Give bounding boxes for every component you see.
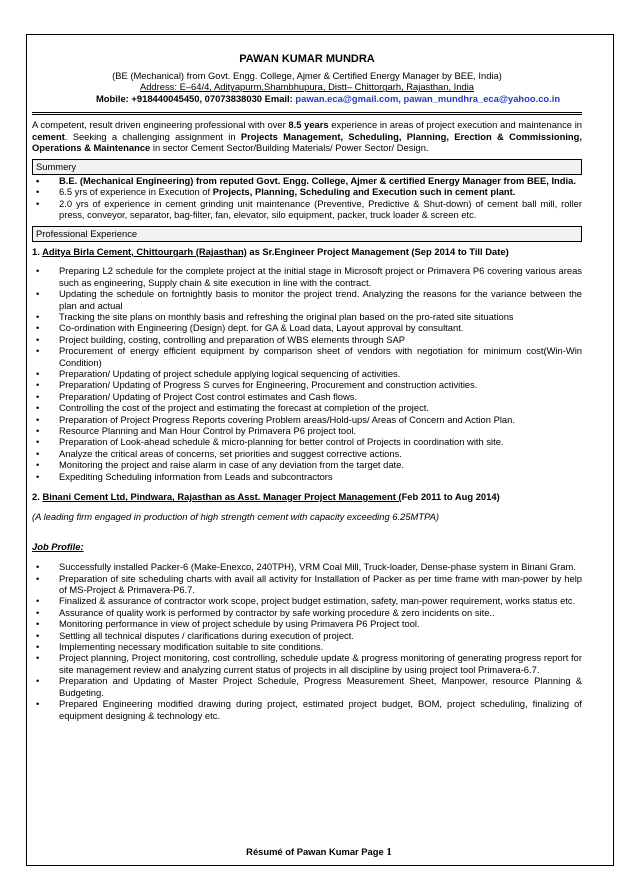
- job2-item: • Preparation of site scheduling charts with avail all activity for Installation of Packer as per time frame with man-power by help of MS-Project & Primavera-P6.7.: [32, 573, 582, 596]
- job1-number: 1.: [32, 245, 43, 257]
- objective-text-4: in sector Cement Sector/Building Materials/ Power Sector/ Design.: [150, 142, 429, 154]
- page-number: 1: [386, 846, 392, 858]
- job1-item: • Resource Planning and Man Hour Control by Primavera P6 project tool.: [32, 425, 582, 436]
- summary-item-text: 6.5 yrs of experience in Execution of: [59, 186, 213, 198]
- header-divider: [32, 112, 582, 115]
- job1-item: • Project building, costing, controlling and preparation of WBS elements through SAP: [32, 334, 582, 345]
- job1-item: • Updating the schedule on fortnightly basis to monitor the project trend. Analyzing the reasons for the variance between the plan and actual: [32, 288, 582, 311]
- objective-years: 8.5 years: [288, 119, 329, 131]
- job2-list: [32, 561, 582, 721]
- job1-item: • Preparation/ Updating of Project Cost control estimates and Cash flows.: [32, 391, 582, 402]
- page-footer: [0, 846, 638, 858]
- experience-heading: Professional Experience: [32, 226, 582, 241]
- contact-phone: Mobile: +918440045450, 07073838030 Email:: [96, 92, 296, 104]
- job2-number: 2.: [32, 491, 43, 502]
- job2-tagline: (A leading firm engaged in production of high strength cement with capacity exceeding 6.25MTPA): [32, 511, 439, 523]
- footer-label: Résumé of Pawan Kumar Page: [246, 846, 387, 857]
- job1-item: • Monitoring the project and raise alarm in case of any deviation from the target date.: [32, 459, 582, 470]
- job1-item: • Co-ordination with Engineering (Design) dept. for GA & Load data, Layout approval by consultant.: [32, 322, 582, 333]
- job2-item: • Implementing necessary modification suitable to site conditions.: [32, 641, 582, 652]
- job2-item: • Monitoring performance in view of project schedule by using Primavera P6 Project tool.: [32, 618, 582, 629]
- summary-list: [32, 175, 582, 221]
- job1-item: • Procurement of energy efficient equipment by comparison sheet of vendors with negotiation for minimum cost(Win-Win Condition): [32, 345, 582, 368]
- job1-item: • Controlling the cost of the project and estimating the forecast at completion of the project.: [32, 402, 582, 413]
- job2-title: [32, 491, 582, 502]
- job2-company: Binani Cement Ltd, Pindwara, Rajasthan as Asst. Manager Project Management (: [42, 491, 402, 502]
- objective-text-2: experience in areas of project execution and maintenance in: [328, 119, 582, 131]
- resume-content: [32, 52, 582, 721]
- address-line: Address: E–64/4, Adityapurm,Shambhupura, Distt– Chittorgarh, Rajasthan, India: [139, 81, 475, 93]
- summary-item-bold: Projects, Planning, Scheduling and Execution such in cement plant.: [212, 186, 516, 198]
- summary-item: • 2.0 yrs of experience in cement grinding unit maintenance (Preventive, Predictive & Shut-down) of cement ball mill, roller press, conveyor, separator, bag-filter, fan, elevator, silo equipment, packer, truck loader & screen etc.: [32, 198, 582, 221]
- job2-dates: Feb 2011 to Aug 2014): [401, 491, 500, 502]
- qualification-line: (BE (Mechanical) from Govt. Engg. College, Ajmer & Certified Energy Manager by BEE, India): [112, 70, 502, 81]
- email-link[interactable]: pawan.eca@gmail.com, pawan_mundhra_eca@yahoo.co.in: [295, 92, 561, 104]
- job1-title: [32, 246, 582, 257]
- job2-item: • Assurance of quality work is performed by contractor by safe working procedure & zero incidents on site..: [32, 607, 582, 618]
- job1-item: • Preparation of Look-ahead schedule & micro-planning for better control of Projects in coordination with site.: [32, 436, 582, 447]
- job1-item: • Preparation of Project Progress Reports covering Problem areas/Hold-ups/ Areas of Concern and Action Plan.: [32, 414, 582, 425]
- objective-text-1: A competent, result driven engineering professional with over: [32, 119, 289, 131]
- objective-areas: Projects Management, Scheduling, Planning, Erection & Commissioning, Operations & Maintenance: [32, 130, 582, 154]
- job2-item: • Settling all technical disputes / clarifications during execution of project.: [32, 630, 582, 641]
- job2-item: • Successfully installed Packer-6 (Make-Enexco, 240TPH), VRM Coal Mill, Truck-loader, Dense-phase system in Binani Gram.: [32, 561, 582, 572]
- job2-item: • Finalized & assurance of contractor work scope, project budget estimation, safety, man-power requirement, works status etc.: [32, 595, 582, 606]
- candidate-name: PAWAN KUMAR MUNDRA: [239, 53, 375, 65]
- objective-cement: cement: [32, 130, 65, 142]
- contact-line: [32, 93, 582, 104]
- summary-item: [32, 186, 582, 197]
- summary-item: • B.E. (Mechanical Engineering) from reputed Govt. Engg. College, Ajmer & certified Energy Manager from BEE, India.: [32, 175, 582, 186]
- job1-item: • Analyze the critical areas of concerns, set priorities and suggest corrective actions.: [32, 448, 582, 459]
- job1-item: • Preparation/ Updating of Progress S curves for Engineering, Procurement and construction activities.: [32, 379, 582, 390]
- job1-item: • Tracking the site plans on monthly basis and refreshing the original plan based on the pro-rated site situations: [32, 311, 582, 322]
- job-profile-heading: Job Profile:: [32, 540, 84, 552]
- job2-item: • Preparation and Updating of Master Project Schedule, Progress Measurement Sheet, Manpower, resource Planning & Budgeting.: [32, 675, 582, 698]
- job1-item: • Preparing L2 schedule for the complete project at the initial stage in Microsoft project or Primavera P6 covering various areas such as engineering, Supply chain & site execution in line with the contract.: [32, 265, 582, 288]
- summary-heading: Summery: [32, 159, 582, 174]
- job2-item: • Project planning, Project monitoring, cost controlling, schedule update & progress monitoring of generating progress report for site management review and analyzing current status of projects in all discipline by using project tool Primavera-6.7.: [32, 652, 582, 675]
- job1-item: • Expediting Scheduling information from Leads and subcontractors: [32, 471, 582, 482]
- job1-role: as Sr.Engineer Project Management (Sep 2014 to Till Date): [246, 245, 509, 257]
- objective-text-3: . Seeking a challenging assignment in: [64, 130, 241, 142]
- job1-list: [32, 265, 582, 482]
- job1-company: Aditya Birla Cement, Chittourgarh (Rajasthan): [42, 245, 247, 257]
- objective-paragraph: [32, 119, 582, 153]
- job2-item: • Prepared Engineering modified drawing during project, estimated project budget, BOM, project scheduling, finalizing of equipment designing & technology etc.: [32, 698, 582, 721]
- job1-item: • Preparation/ Updating of project schedule applying logical sequencing of activities.: [32, 368, 582, 379]
